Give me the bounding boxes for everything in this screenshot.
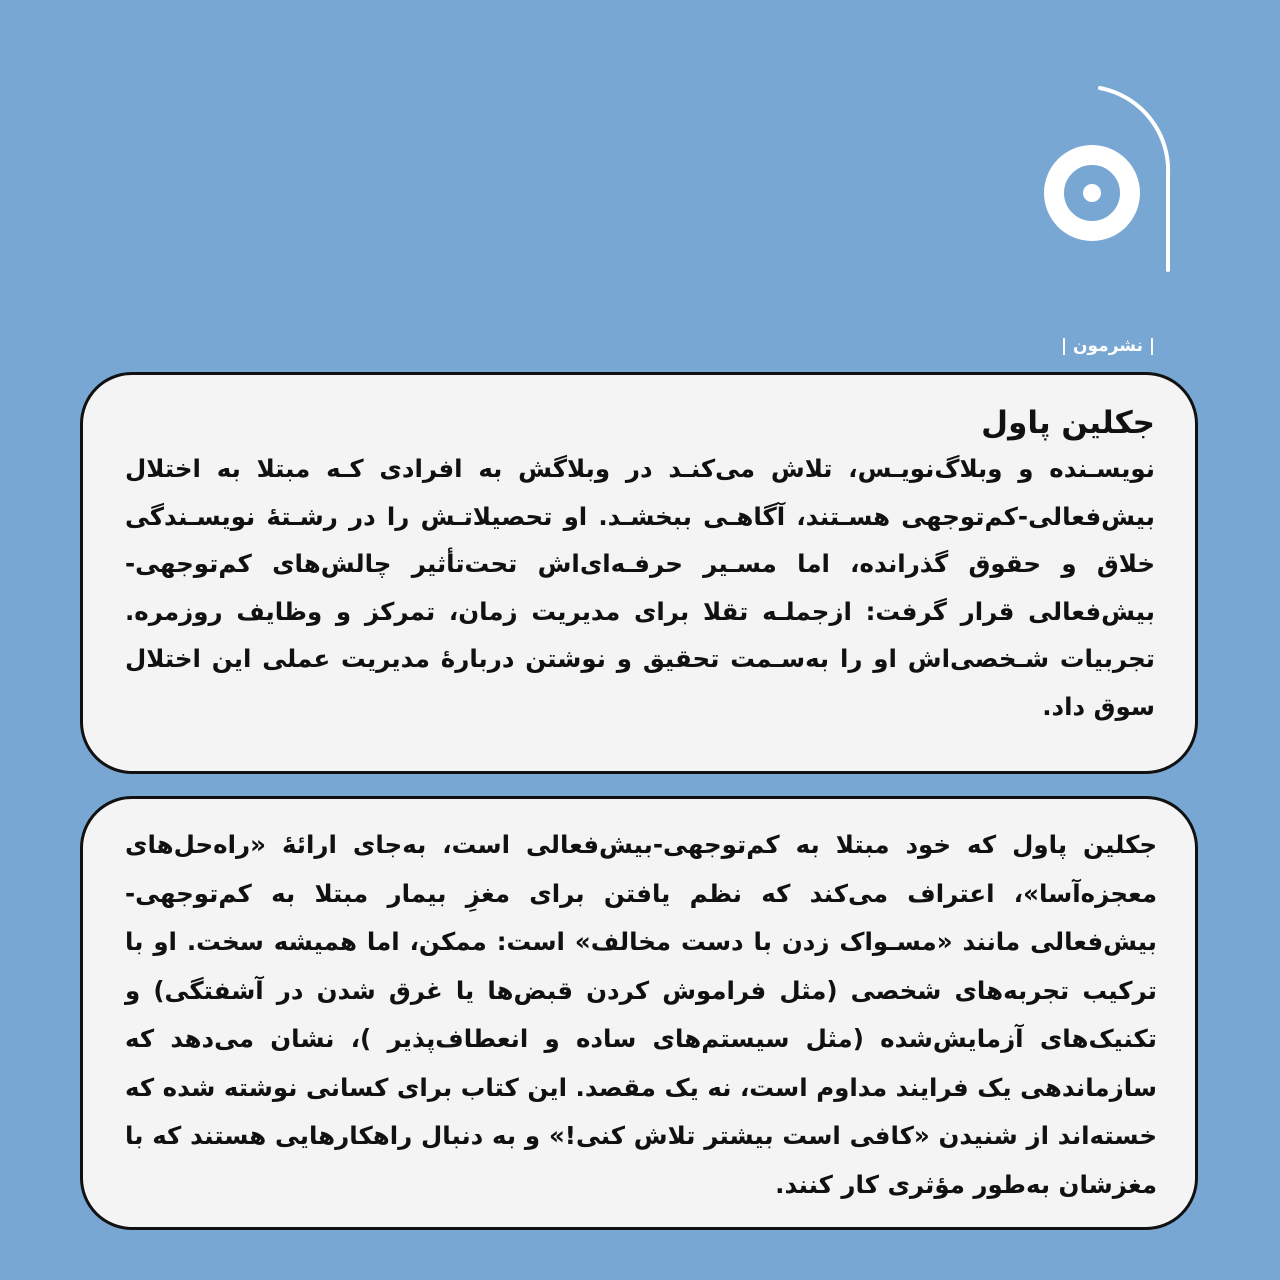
brand-logo-icon: [1030, 80, 1180, 290]
book-description-card: [80, 796, 1198, 1230]
author-bio-text: نویسـنده و وبلاگ‌نویـس، تلاش می‌کنـد در وبلاگش به افرادی کـه مبتلا به اختلال بیش‌فعالی-کم‌توجهی هسـتند، آگاهـی ببخشـد. او تحصیلاتـش را در رشـتهٔ نویسـندگی خلاق و حقوق گذرانده، اما مسـیر حرفـه‌ای‌اش تحت‌تأثیر چالش‌های کم‌توجهی-بیش‌فعالی قرار گرفت: ازجملـه تقلا برای مدیریت زمان، تمرکز و وظایف روزمره. تجربیات شـخصی‌اش او را به‌سـمت تحقیق و نوشتن دربارهٔ مدیریت عملی این اختلال سوق داد.: [125, 454, 1155, 721]
brand-name: | نشرمون |: [1060, 336, 1156, 356]
book-description-text: جکلین پاول که خود مبتلا به کم‌توجهی-بیش‌فعالی است، به‌جای ارائهٔ «راه‌حل‌های معجزه‌آسا»، اعتراف می‌کند که نظم یافتن برای مغزِ بیمار مبتلا به کم‌توجهی-بیش‌فعالی مانند «مسـواک زدن با دست مخالف» است: ممکن، اما همیشه سخت. او با ترکیب تجربه‌های شخصی (مثل فراموش کردن قبض‌ها یا غرق شدن در آشفتگی) و تکنیک‌های آزمایش‌شده (مثل سیستم‌های ساده و انعطاف‌پذیر )، نشان می‌دهد که سازماندهی یک فرایند مداوم است، نه یک مقصد. این کتاب برای کسانی نوشته شده که خسته‌اند از شنیدن «کافی است بیشتر تلاش کنی!» و به دنبال راهکارهایی هستند که با مغزشان به‌طور مؤثری کار کنند.: [125, 830, 1157, 1199]
author-bio-card: [80, 372, 1198, 774]
brand-logo: [1030, 80, 1180, 356]
author-name: جکلین پاول: [981, 405, 1155, 441]
